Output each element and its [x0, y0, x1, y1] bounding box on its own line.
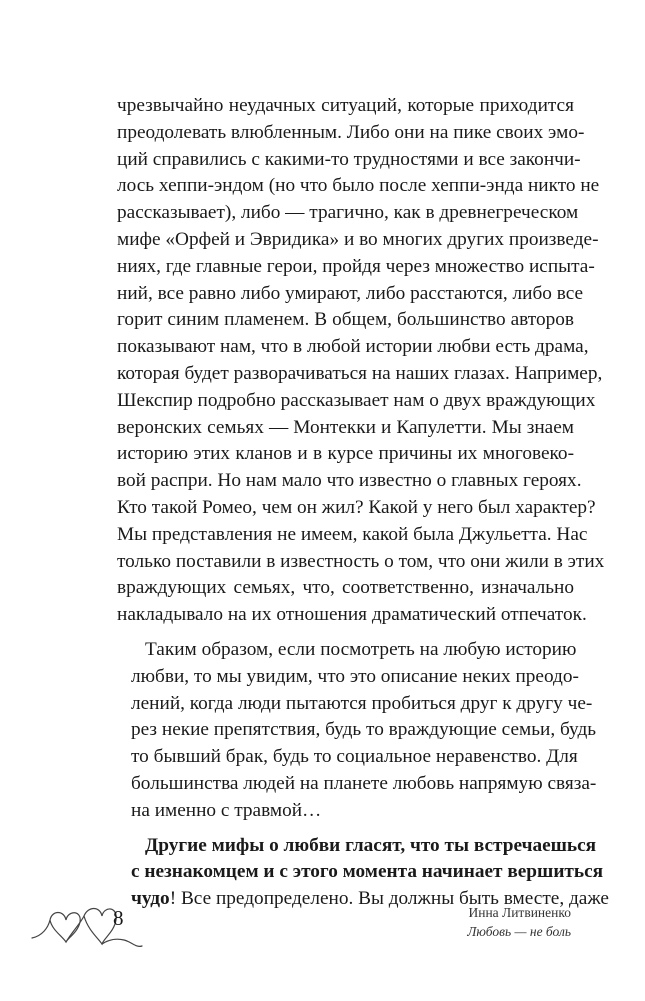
- bold-text-line: Другие мифы о любви гласят, что ты встречаешься: [145, 834, 597, 856]
- text-line: только поставили в известность о том, что они жили в этих: [117, 550, 605, 572]
- text-line: враждующих семьях, что, соответственно, изначально: [117, 577, 574, 599]
- text-line: преодолевать влюбленным. Либо они на пике своих эмо-: [117, 121, 585, 143]
- page-footer: [0, 880, 645, 960]
- text-line: историю этих кланов и в курсе причины их многовеко-: [117, 443, 574, 465]
- text-line: вой распри. Но нам мало что известно о главных героях.: [117, 470, 582, 492]
- page-number: 8: [113, 906, 124, 930]
- author-name: Инна Литвиненко: [468, 905, 571, 920]
- book-title: Любовь — не боль: [467, 924, 571, 939]
- text-line: Таким образом, если посмотреть на любую историю: [145, 638, 577, 660]
- text-line: лений, когда люди пытаются пробиться друг к другу че-: [131, 692, 593, 714]
- bold-text-line: с незнакомцем и с этого момента начинает вершиться: [131, 861, 604, 883]
- text-line: рассказывает), либо — трагично, как в древнегреческом: [117, 202, 579, 224]
- text-line: мифе «Орфей и Эвридика» и во многих других произведе-: [117, 228, 599, 250]
- text-line: Мы представления не имеем, какой была Джульетта. Нас: [117, 523, 588, 545]
- text-line: ний, все равно либо умирают, либо расстаются, либо все: [117, 282, 584, 304]
- bold-word: чудо: [131, 888, 170, 910]
- text-line: большинства людей на планете любовь напрямую связа-: [131, 772, 597, 794]
- text-line: ниях, где главные герои, пройдя через множество испыта-: [117, 255, 595, 277]
- text-line: то бывший брак, будь то социальное неравенство. Для: [131, 746, 578, 768]
- hearts-icon: [28, 880, 148, 950]
- text-line: горит синим пламенем. В общем, большинство авторов: [117, 309, 574, 331]
- text-line: ций справились с какими-то трудностями и все закончи-: [117, 148, 581, 170]
- text-line: которая будет разворачиваться на наших глазах. Например,: [117, 362, 603, 384]
- paragraph-2: [117, 637, 597, 825]
- body-text: [117, 93, 609, 913]
- text-line: Шекспир подробно рассказывает нам о двух враждующих: [117, 389, 596, 411]
- text-line: показывают нам, что в любой истории любви есть драма,: [117, 336, 589, 358]
- text-line: Кто такой Ромео, чем он жил? Какой у него был характер?: [117, 496, 596, 518]
- text-line: рез некие препятствия, будь то враждующие семьи, будь: [131, 719, 597, 741]
- text-line: лось хеппи-эндом (но что было после хеппи-энда никто не: [117, 175, 600, 197]
- text-line: накладывало на их отношения драматический отпечаток.: [117, 604, 587, 626]
- text-line: чрезвычайно неудачных ситуаций, которые приходится: [117, 95, 574, 116]
- text-fragment: ! Все предопределено. Вы должны быть вместе, даже: [169, 888, 609, 910]
- text-line: веронских семьях — Монтекки и Капулетти. Мы знаем: [117, 416, 574, 438]
- paragraph-1: [117, 93, 605, 629]
- text-line: любви, то мы увидим, что это описание неких преодо-: [131, 665, 579, 687]
- text-line: на именно с травмой…: [131, 799, 322, 821]
